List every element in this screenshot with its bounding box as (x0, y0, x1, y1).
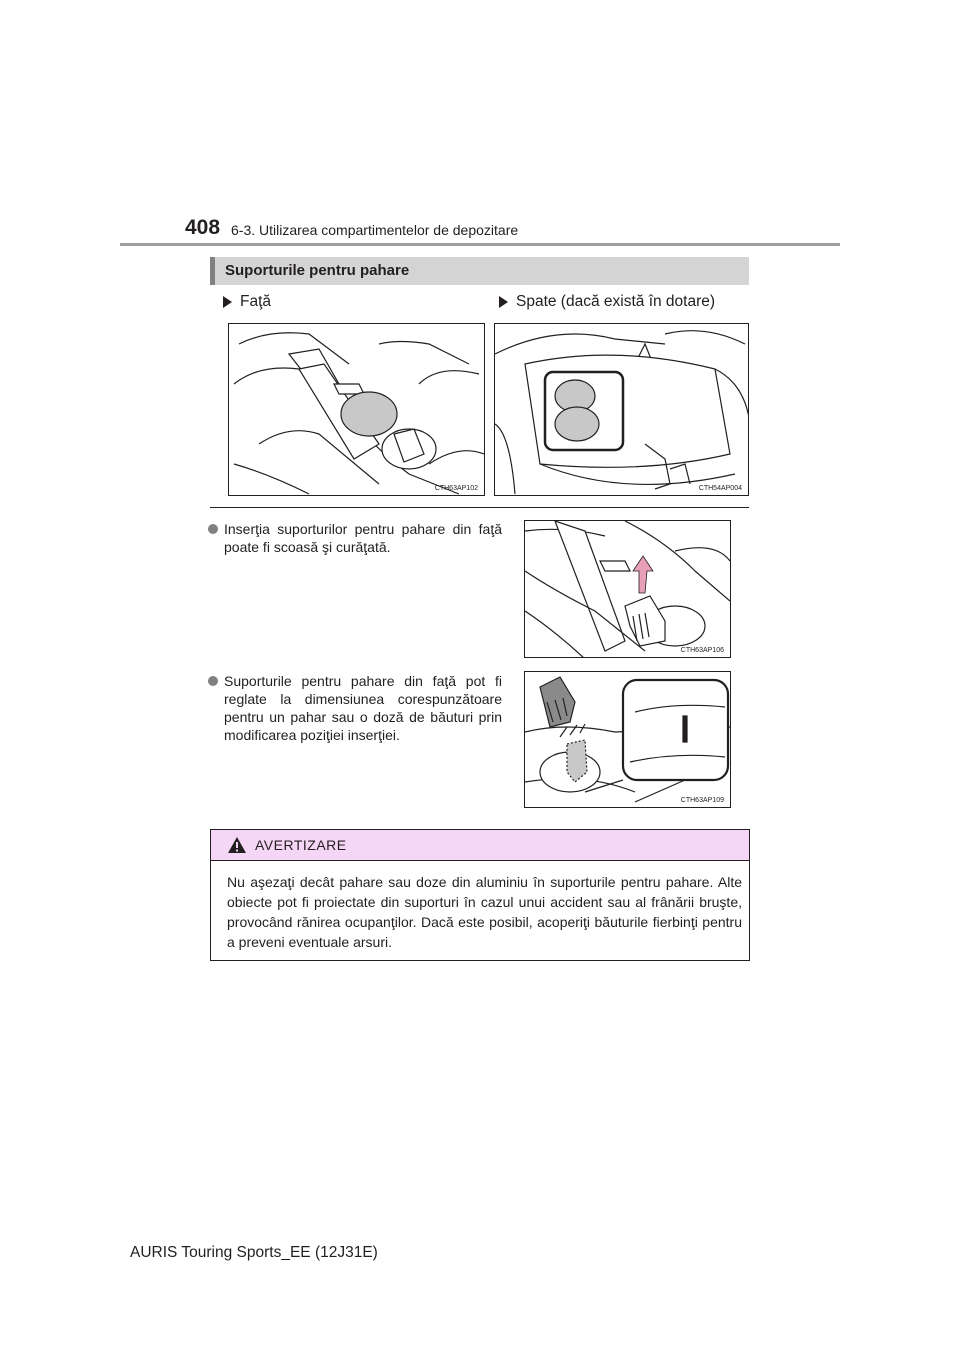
rear-cupholder-drawing (495, 324, 749, 496)
header-rule (120, 243, 840, 246)
front-label-text: Faţă (240, 293, 272, 310)
warning-header (211, 830, 749, 861)
rear-label-text: Spate (dacă există în dotare) (516, 293, 716, 310)
section-divider (210, 507, 749, 508)
insert-adjust-illustration (524, 671, 731, 808)
front-cupholder-drawing (229, 324, 485, 496)
section-title: Suporturile pentru pahare (210, 257, 749, 285)
image-code: CTH54AP004 (698, 485, 742, 492)
page-number: 408 (185, 216, 221, 239)
warning-triangle-icon (227, 836, 247, 854)
image-code: CTH63AP109 (680, 797, 724, 804)
front-cupholder-illustration (228, 323, 485, 496)
bullet-dot-icon (208, 524, 218, 534)
insert-removal-drawing (525, 521, 731, 658)
warning-text: Nu aşezaţi decât pahare sau doze din aluminiu în suporturile pentru pahare. Alte obiecte pot fi proiectate din suporturi în cazul unui accident sau al frânării bruşte, provocând rănirea ocupanţilor. Dacă este posibil, acoperiţi băuturile fierbinţi pentru a preveni eventuale arsuri. (227, 874, 742, 950)
bullet-text: Inserţia suporturilor pentru pahare din faţă poate fi scoasă şi curăţată. (224, 521, 502, 555)
bullet-dot-icon (208, 676, 218, 686)
bullet-item (224, 672, 502, 744)
front-label (223, 293, 271, 311)
rear-label (499, 293, 715, 311)
insert-removal-illustration (524, 520, 731, 658)
insert-adjust-drawing (525, 672, 731, 808)
image-code: CTH63AP102 (434, 485, 478, 492)
triangle-bullet-icon (499, 296, 508, 308)
image-code: CTH63AP106 (680, 647, 724, 654)
warning-box (210, 829, 750, 961)
bullet-item (224, 520, 502, 556)
chapter-title: 6-3. Utilizarea compartimentelor de depozitare (231, 222, 519, 238)
rear-cupholder-illustration (494, 323, 749, 496)
bullet-text: Suporturile pentru pahare din faţă pot fi reglate la dimensiunea corespunzătoare pentru un pahar sau o doză de băuturi prin modificarea poziţiei inserţiei. (224, 673, 502, 743)
footer-model: AURIS Touring Sports_EE (12J31E) (130, 1244, 378, 1261)
triangle-bullet-icon (223, 296, 232, 308)
warning-title: AVERTIZARE (255, 837, 347, 853)
